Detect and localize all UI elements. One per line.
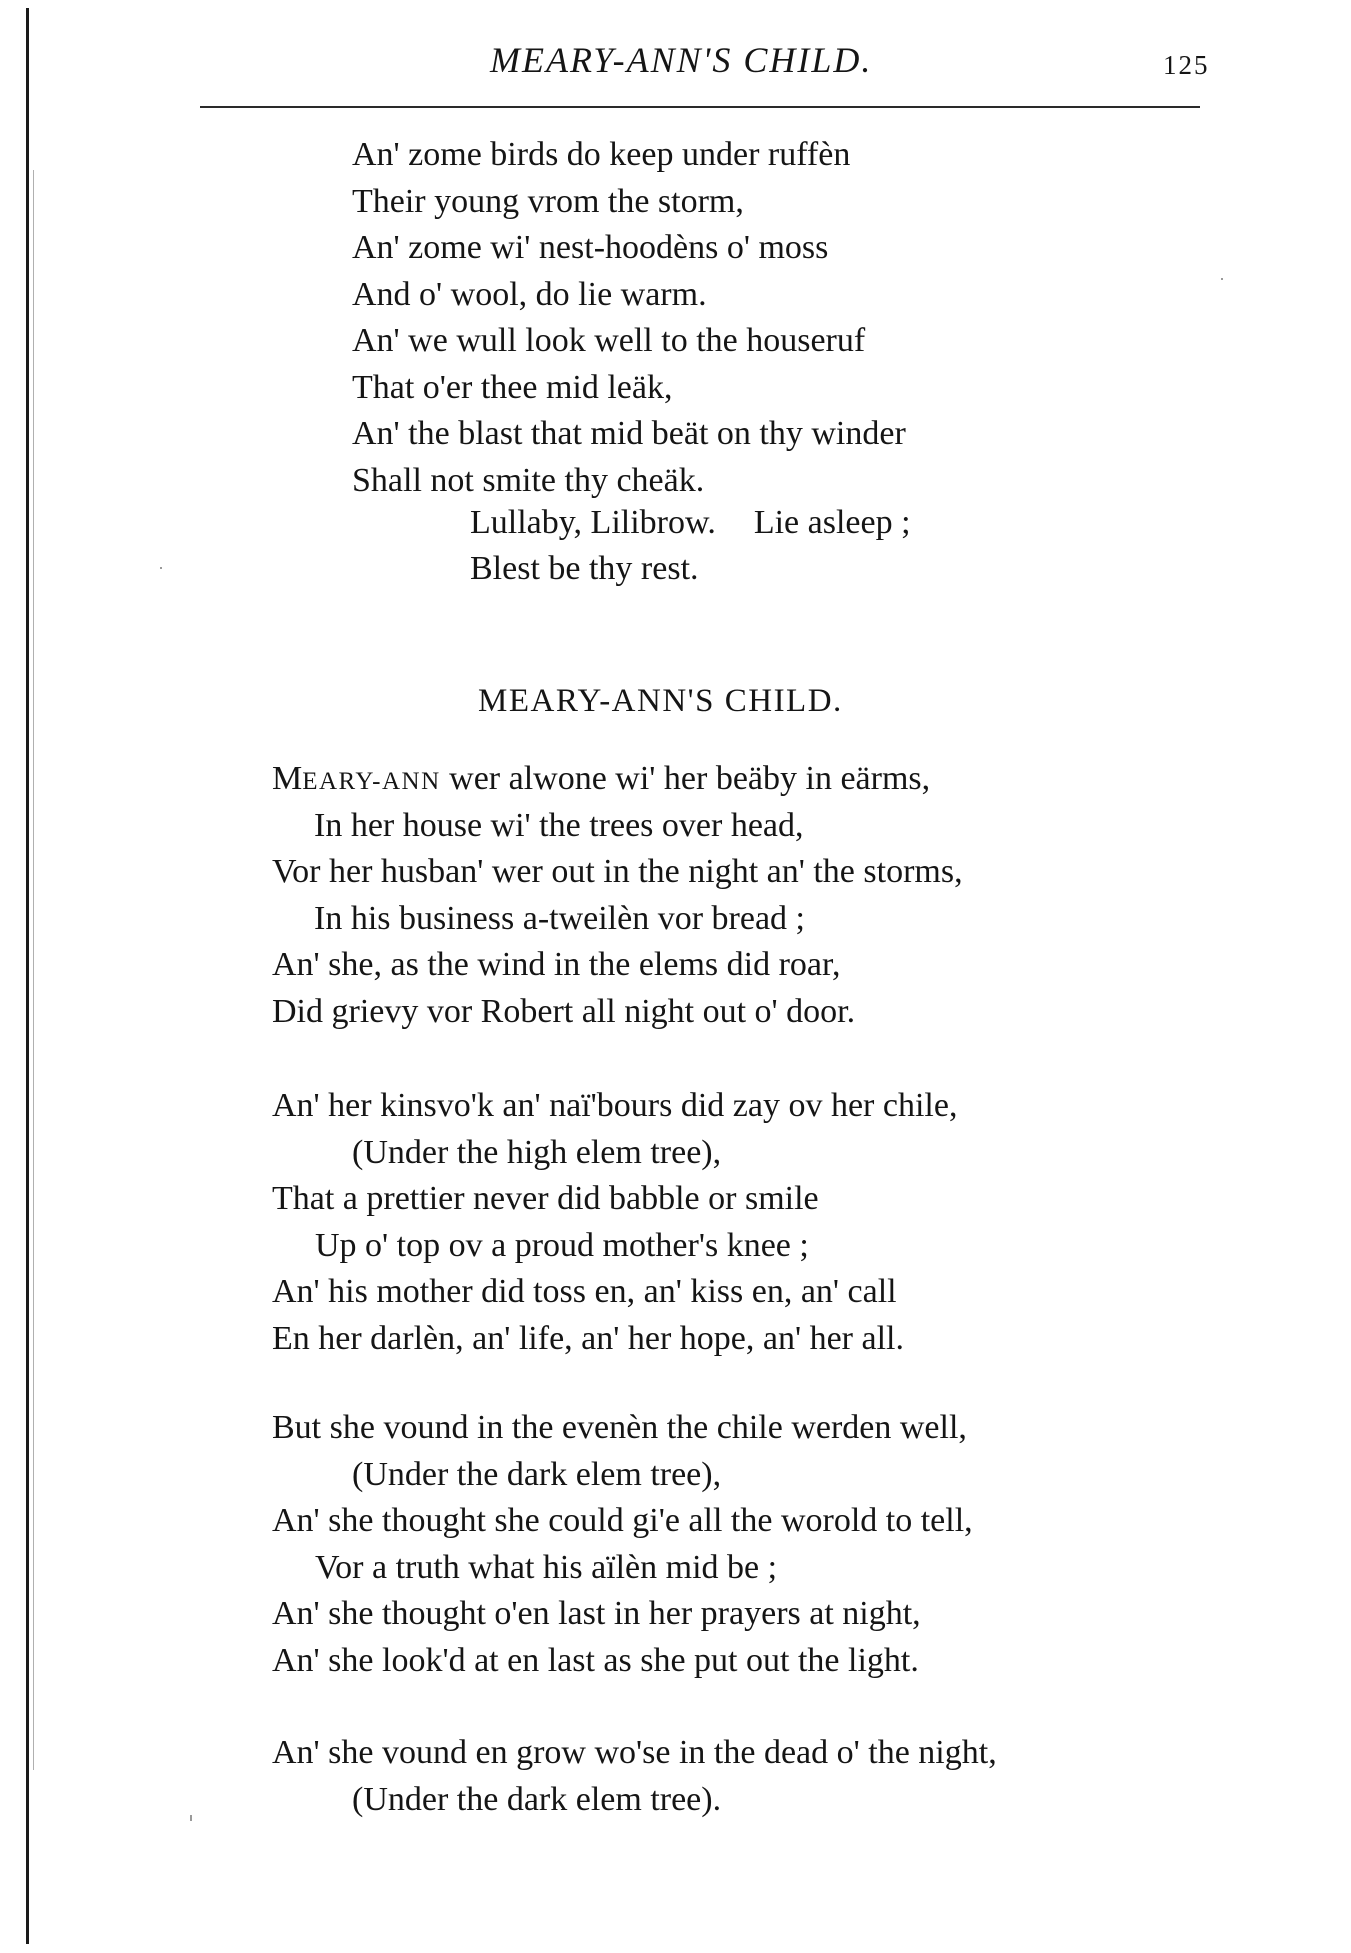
first-line-text: wer alwone wi' her beäby in eärms, xyxy=(440,760,931,797)
verse-line: An' she thought o'en last in her prayers at night, xyxy=(272,1595,921,1632)
verse-line: An' we wull look well to the houseruf xyxy=(352,322,866,359)
verse-line: Shall not smite thy cheäk. xyxy=(352,461,705,499)
verse-line: An' his mother did toss en, an' kiss en, an' call xyxy=(272,1273,897,1310)
stanza-4 xyxy=(272,1730,997,1823)
page-binding-edge xyxy=(26,8,29,1944)
verse-line: Vor a truth what his aïlèn mid be ; xyxy=(315,1548,778,1586)
verse-line: That a prettier never did babble or smile xyxy=(272,1180,819,1217)
scan-speck xyxy=(190,1815,192,1821)
verse-line: In her house wi' the trees over head, xyxy=(314,806,804,844)
verse-line: That o'er thee mid leäk, xyxy=(352,368,673,406)
refrain-part-1: Lullaby, Lilibrow. xyxy=(470,504,716,541)
verse-line: And o' wool, do lie warm. xyxy=(352,275,707,313)
verse-line: Up o' top ov a proud mother's knee ; xyxy=(315,1226,809,1264)
verse-line: Did grievy vor Robert all night out o' door. xyxy=(272,992,856,1030)
opening-small-caps: EARY-ANN xyxy=(302,768,441,795)
verse-line: An' the blast that mid beät on thy winder xyxy=(352,415,906,452)
verse-line: (Under the dark elem tree), xyxy=(352,1455,722,1493)
refrain-line-1 xyxy=(470,504,911,542)
verse-line: Vor her husban' wer out in the night an' the storms, xyxy=(272,853,963,890)
stanza-2 xyxy=(272,1083,957,1362)
first-verse-line xyxy=(272,756,963,803)
verse-line: An' zome wi' nest-hoodèns o' moss xyxy=(352,229,829,266)
verse-line: (Under the high elem tree), xyxy=(352,1133,722,1171)
verse-line: An' she vound en grow wo'se in the dead o' the night, xyxy=(272,1734,997,1771)
verse-line: In his business a-tweilèn vor bread ; xyxy=(314,899,805,937)
verse-line: An' she thought she could gi'e all the worold to tell, xyxy=(272,1502,973,1539)
scan-speck xyxy=(160,567,162,569)
previous-poem-stanza xyxy=(352,132,906,504)
refrain-line-2: Blest be thy rest. xyxy=(470,550,699,587)
verse-line: An' zome birds do keep under ruffèn xyxy=(352,136,851,173)
stanza-1 xyxy=(272,756,963,1035)
header-rule xyxy=(200,106,1200,108)
stanza-3 xyxy=(272,1405,973,1684)
page-number: 125 xyxy=(1163,50,1210,80)
verse-line: An' she look'd at en last as she put out the light. xyxy=(272,1641,919,1679)
initial-letter: M xyxy=(272,760,303,797)
scan-speck xyxy=(1221,278,1223,280)
verse-line: An' she, as the wind in the elems did roar, xyxy=(272,946,841,983)
verse-line: An' her kinsvo'k an' naï'bours did zay ov her chile, xyxy=(272,1087,958,1124)
refrain-part-2: Lie asleep ; xyxy=(753,504,911,541)
verse-line: En her darlèn, an' life, an' her hope, an' her all. xyxy=(272,1319,904,1357)
running-head: MEARY-ANN'S CHILD. xyxy=(490,40,873,80)
verse-line: Their young vrom the storm, xyxy=(352,182,744,220)
verse-line: (Under the dark elem tree). xyxy=(352,1780,722,1818)
poem-title: MEARY-ANN'S CHILD. xyxy=(478,683,843,719)
page-gutter-shadow xyxy=(33,170,34,1770)
verse-line: But she vound in the evenèn the chile werden well, xyxy=(272,1409,967,1446)
